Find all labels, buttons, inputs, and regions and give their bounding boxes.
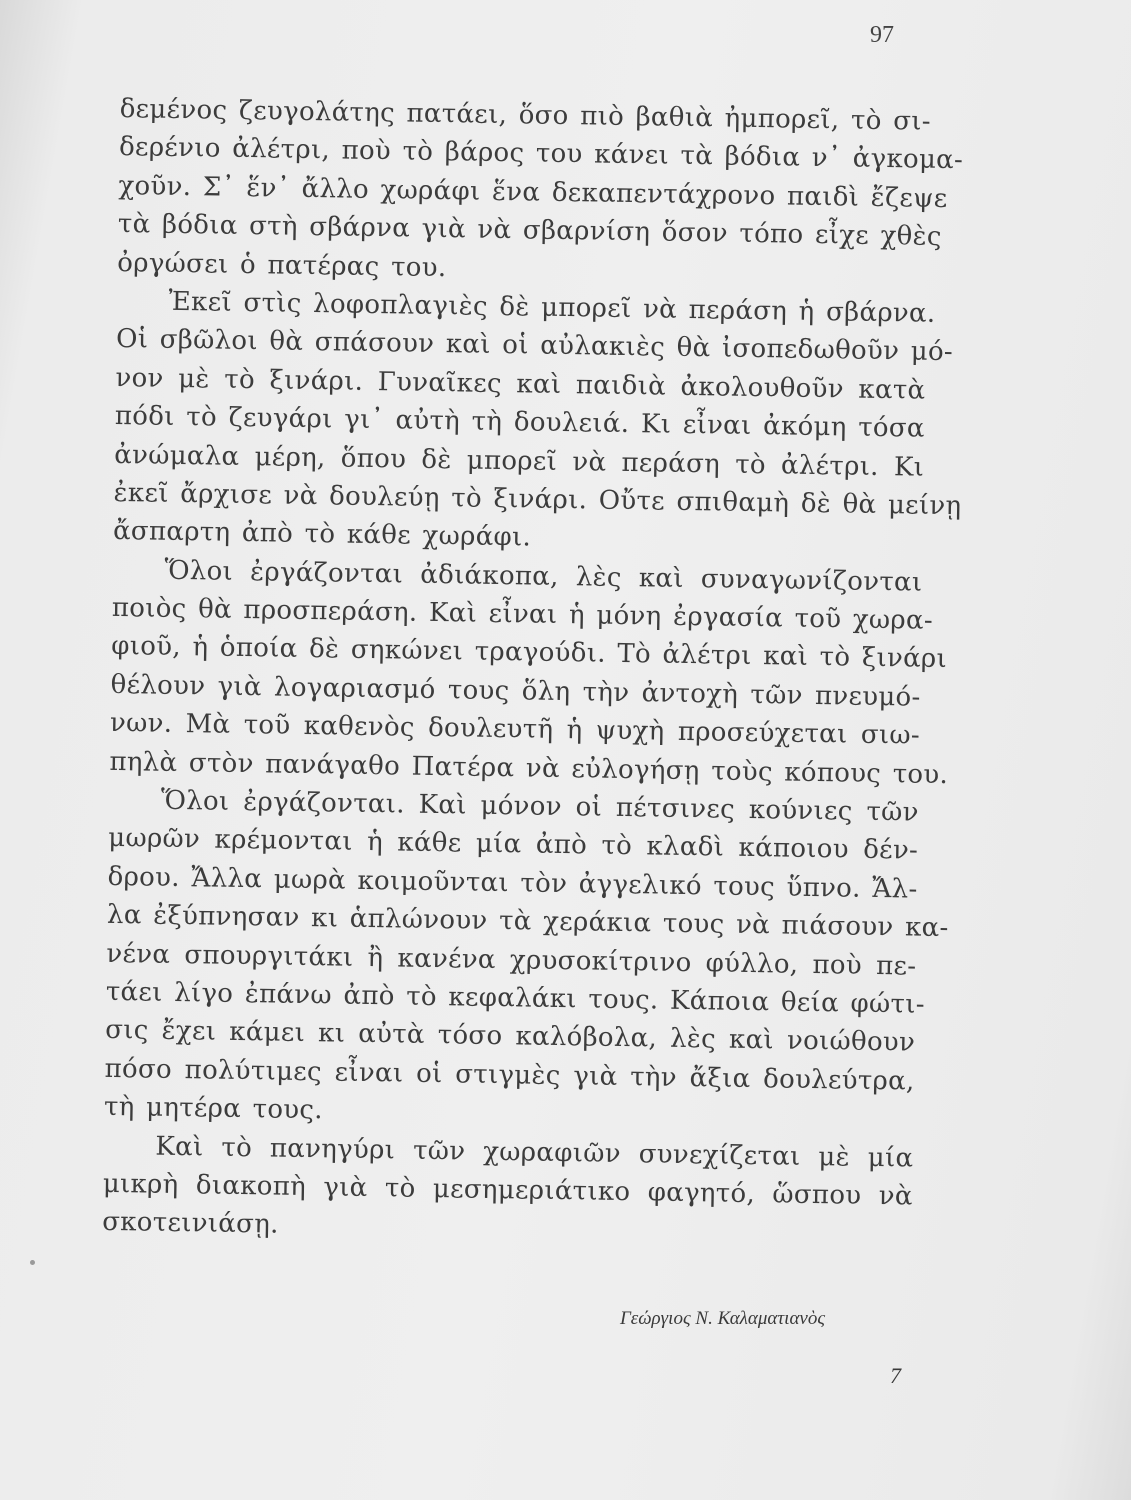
text-line: ἐκεῖ ἄρχισε νὰ δουλεύῃ τὸ ξινάρι. Οὔτε σπιθαμὴ δὲ θὰ μείνῃ — [113, 477, 962, 522]
text-line: ἄσπαρτη ἀπὸ τὸ κάθε χωράφι. — [112, 516, 532, 553]
text-line: νένα σπουργιτάκι ἢ κανένα χρυσοκίτρινο φύλλο, ποὺ πε- — [106, 938, 917, 982]
text-line: δρου. Ἄλλα μωρὰ κοιμοῦνται τὸν ἀγγελικό τους ὕπνο. Ἄλ- — [107, 861, 918, 905]
author-signature: Γεώργιος Ν. Καλαματιανὸς — [620, 1308, 826, 1329]
text-line: νον μὲ τὸ ξινάρι. Γυναῖκες καὶ παιδιὰ ἀκολουθοῦν κατὰ — [115, 362, 926, 406]
text-line: ἀνώμαλα μέρη, ὅπου δὲ μπορεῖ νὰ περάση τὸ ἀλέτρι. Κι — [114, 439, 925, 483]
text-line: μωρῶν κρέμονται ἡ κάθε μία ἀπὸ τὸ κλαδὶ κάποιου δέν- — [108, 823, 919, 867]
text-line: δεμένος ζευγολάτης πατάει, ὅσο πιὸ βαθιὰ ἠμπορεῖ, τὸ σι- — [119, 93, 932, 137]
text-line: μικρὴ διακοπὴ γιὰ τὸ μεσημεριάτικο φαγητό, ὥσπου νὰ — [102, 1168, 913, 1212]
paragraph-start: Ὅλοι ἐργάζονται. Καὶ μόνον οἱ πέτσινες κούνιες τῶν — [160, 785, 919, 828]
text-line: χοῦν. Σ᾽ ἕν᾽ ἄλλο χωράφι ἕνα δεκαπεντάχρονο παιδὶ ἔζεψε — [118, 170, 948, 214]
text-line: σις ἔχει κάμει κι αὐτὰ τόσο καλόβολα, λὲς καὶ νοιώθουν — [104, 1015, 916, 1058]
text-line: τάει λίγο ἐπάνω ἀπὸ τὸ κεφαλάκι τους. Κάποια θεία φώτι- — [105, 976, 926, 1020]
text-line: θέλουν γιὰ λογαριασμό τους ὅλη τὴν ἀντοχὴ τῶν πνευμό- — [110, 669, 921, 713]
text-line: πόσο πολύτιμες εἶναι οἱ στιγμὲς γιὰ τὴν ἄξια δουλεύτρα, — [104, 1053, 915, 1097]
signature-mark: 7 — [890, 1363, 901, 1388]
text-line: τὰ βόδια στὴ σβάρνα γιὰ νὰ σβαρνίση ὅσον τόπο εἶχε χθὲς — [117, 209, 942, 253]
text-line: πηλὰ στὸν πανάγαθο Πατέρα νὰ εὐλογήσῃ τοὺς κόπους του. — [109, 746, 949, 790]
text-line: ὀργώσει ὁ πατέρας του. — [117, 247, 447, 283]
body-text — [101, 90, 964, 1254]
text-line: σκοτεινιάσῃ. — [101, 1207, 279, 1240]
text-line: φιοῦ, ἡ ὁποία δὲ σηκώνει τραγούδι. Τὸ ἀλέτρι καὶ τὸ ξινάρι — [111, 631, 948, 675]
text-line: ποιὸς θὰ προσπεράση. Καὶ εἶναι ἡ μόνη ἐργασία τοῦ χωρα- — [111, 593, 934, 636]
text-line: νων. Μὰ τοῦ καθενὸς δουλευτῆ ἡ ψυχὴ προσεύχεται σιω- — [109, 708, 921, 751]
text-line: πόδι τὸ ζευγάρι γι᾽ αὐτὴ τὴ δουλειά. Κι εἶναι ἀκόμη τόσα — [114, 401, 926, 444]
text-line: δερένιο ἀλέτρι, ποὺ τὸ βάρος του κάνει τὰ βόδια ν᾽ ἀγκομα- — [118, 132, 964, 176]
paragraph-start: Ἐκεῖ στὶς λοφοπλαγιὲς δὲ μπορεῖ νὰ περάση ἡ σβάρνα. — [168, 286, 936, 329]
text-line: Οἱ σβῶλοι θὰ σπάσουν καὶ οἱ αὐλακιὲς θὰ ἰσοπεδωθοῦν μό- — [115, 324, 954, 368]
text-line: τὴ μητέρα τους. — [103, 1092, 324, 1126]
paragraph-start: Καὶ τὸ πανηγύρι τῶν χωραφιῶν συνεχίζεται μὲ μία — [155, 1131, 914, 1174]
page-number: 97 — [870, 22, 894, 48]
paragraph-start: Ὅλοι ἐργάζονται ἀδιάκοπα, λὲς καὶ συναγωνίζονται — [164, 555, 923, 598]
paper-speck — [30, 1260, 35, 1265]
text-line: λα ἐξύπνησαν κι ἁπλώνουν τὰ χεράκια τους νὰ πιάσουν κα- — [106, 900, 949, 944]
